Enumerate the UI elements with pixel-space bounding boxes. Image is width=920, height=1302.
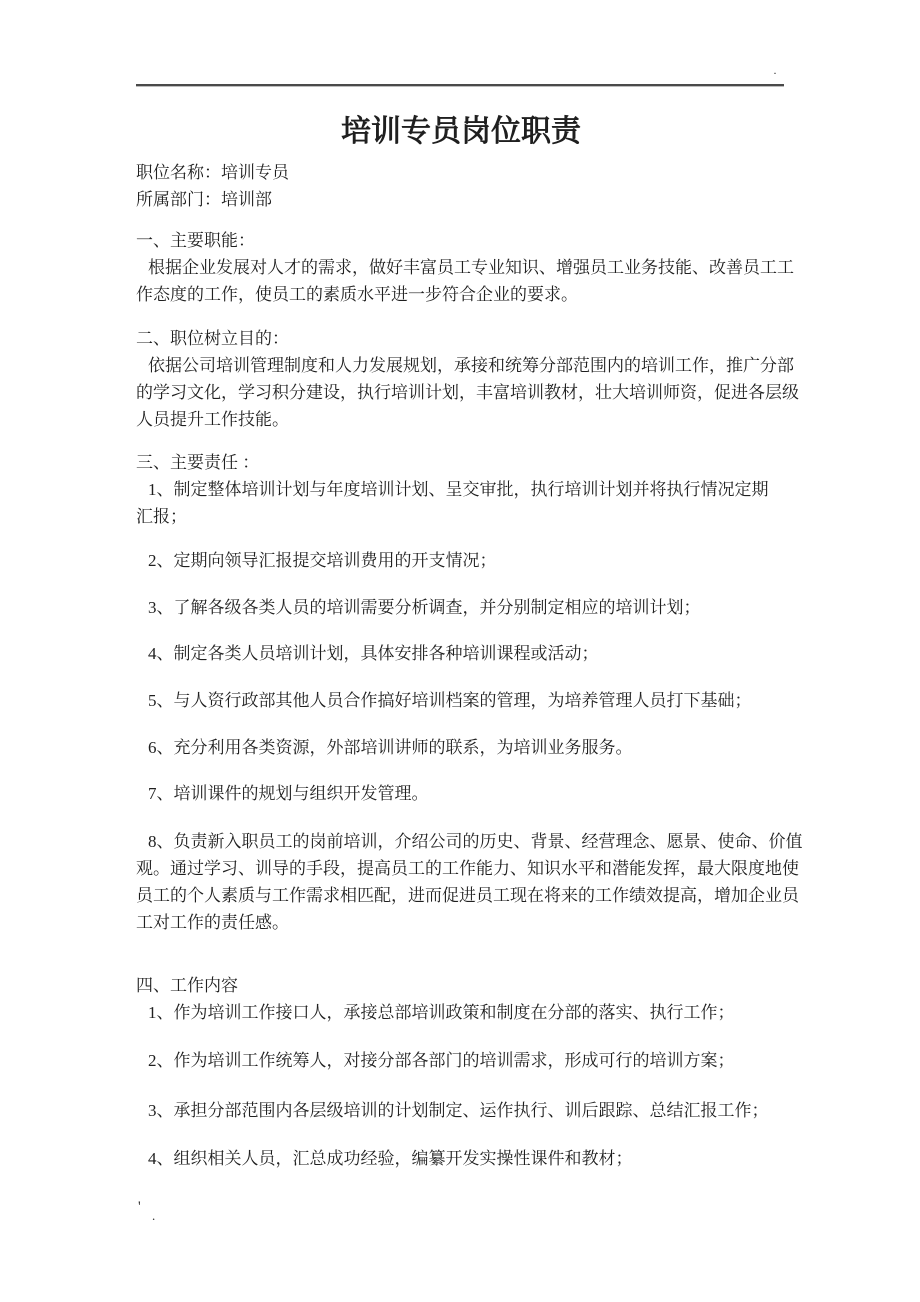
section-2-heading: 二、职位树立目的：: [136, 329, 289, 348]
document-title: 培训专员岗位职责: [341, 115, 581, 148]
stray-mark-bottom-left-2: .: [152, 1208, 156, 1223]
list-item-line: 2、作为培训工作统筹人，对接分部各部门的培训需求，形成可行的培训方案；: [148, 1051, 735, 1070]
paragraph-line: 根据企业发展对人才的需求，做好丰富员工专业知识、增强员工业务技能、改善员工工: [148, 258, 794, 277]
list-item-line: 1、作为培训工作接口人，承接总部培训政策和制度在分部的落实、执行工作；: [148, 1003, 735, 1022]
stray-mark-top-right: ·: [773, 66, 777, 80]
section-4-heading: 四、工作内容: [136, 976, 238, 995]
list-item-line: 3、承担分部范围内各层级培训的计划制定、运作执行、训后跟踪、总结汇报工作；: [148, 1101, 769, 1120]
list-item-line: 员工的个人素质与工作需求相匹配，进而促进员工现在将来的工作绩效提高，增加企业员: [136, 886, 799, 905]
list-item-line: 观。通过学习、训导的手段，提高员工的工作能力、知识水平和潜能发挥，最大限度地使: [136, 859, 799, 878]
list-item-line: 汇报；: [136, 507, 187, 526]
meta-position-name: 职位名称：培训专员: [136, 163, 289, 182]
list-item-line: 7、培训课件的规划与组织开发管理。: [148, 784, 429, 803]
paragraph-line: 的学习文化，学习积分建设，执行培训计划，丰富培训教材，壮大培训师资，促进各层级: [136, 383, 799, 402]
list-item-line: 1、制定整体培训计划与年度培训计划、呈交审批，执行培训计划并将执行情况定期: [148, 480, 769, 499]
list-item-line: 4、制定各类人员培训计划，具体安排各种培训课程或活动；: [148, 644, 599, 663]
list-item-line: 4、组织相关人员，汇总成功经验，编纂开发实操性课件和教材；: [148, 1149, 633, 1168]
section-1-heading: 一、主要职能：: [136, 231, 255, 250]
list-item-line: 5、与人资行政部其他人员合作搞好培训档案的管理，为培养管理人员打下基础；: [148, 691, 752, 710]
stray-mark-bottom-left-1: ': [138, 1199, 141, 1215]
paragraph-line: 人员提升工作技能。: [136, 410, 289, 429]
paragraph-line: 作态度的工作，使员工的素质水平进一步符合企业的要求。: [136, 285, 578, 304]
meta-department: 所属部门：培训部: [136, 190, 272, 209]
paragraph-line: 依据公司培训管理制度和人力发展规划，承接和统筹分部范围内的培训工作，推广分部: [148, 356, 794, 375]
list-item-line: 2、定期向领导汇报提交培训费用的开支情况；: [148, 551, 497, 570]
list-item-line: 6、充分利用各类资源，外部培训讲师的联系，为培训业务服务。: [148, 738, 633, 757]
list-item-line: 工对工作的责任感。: [136, 913, 289, 932]
section-3-heading: 三、主要责任 ：: [136, 453, 260, 472]
document-content: [136, 0, 803, 1172]
list-item-line: 3、了解各级各类人员的培训需要分析调查，并分别制定相应的培训计划；: [148, 598, 701, 617]
list-item-line: 8、负责新入职员工的岗前培训，介绍公司的历史、背景、经营理念、愿景、使命、价值: [148, 832, 803, 851]
